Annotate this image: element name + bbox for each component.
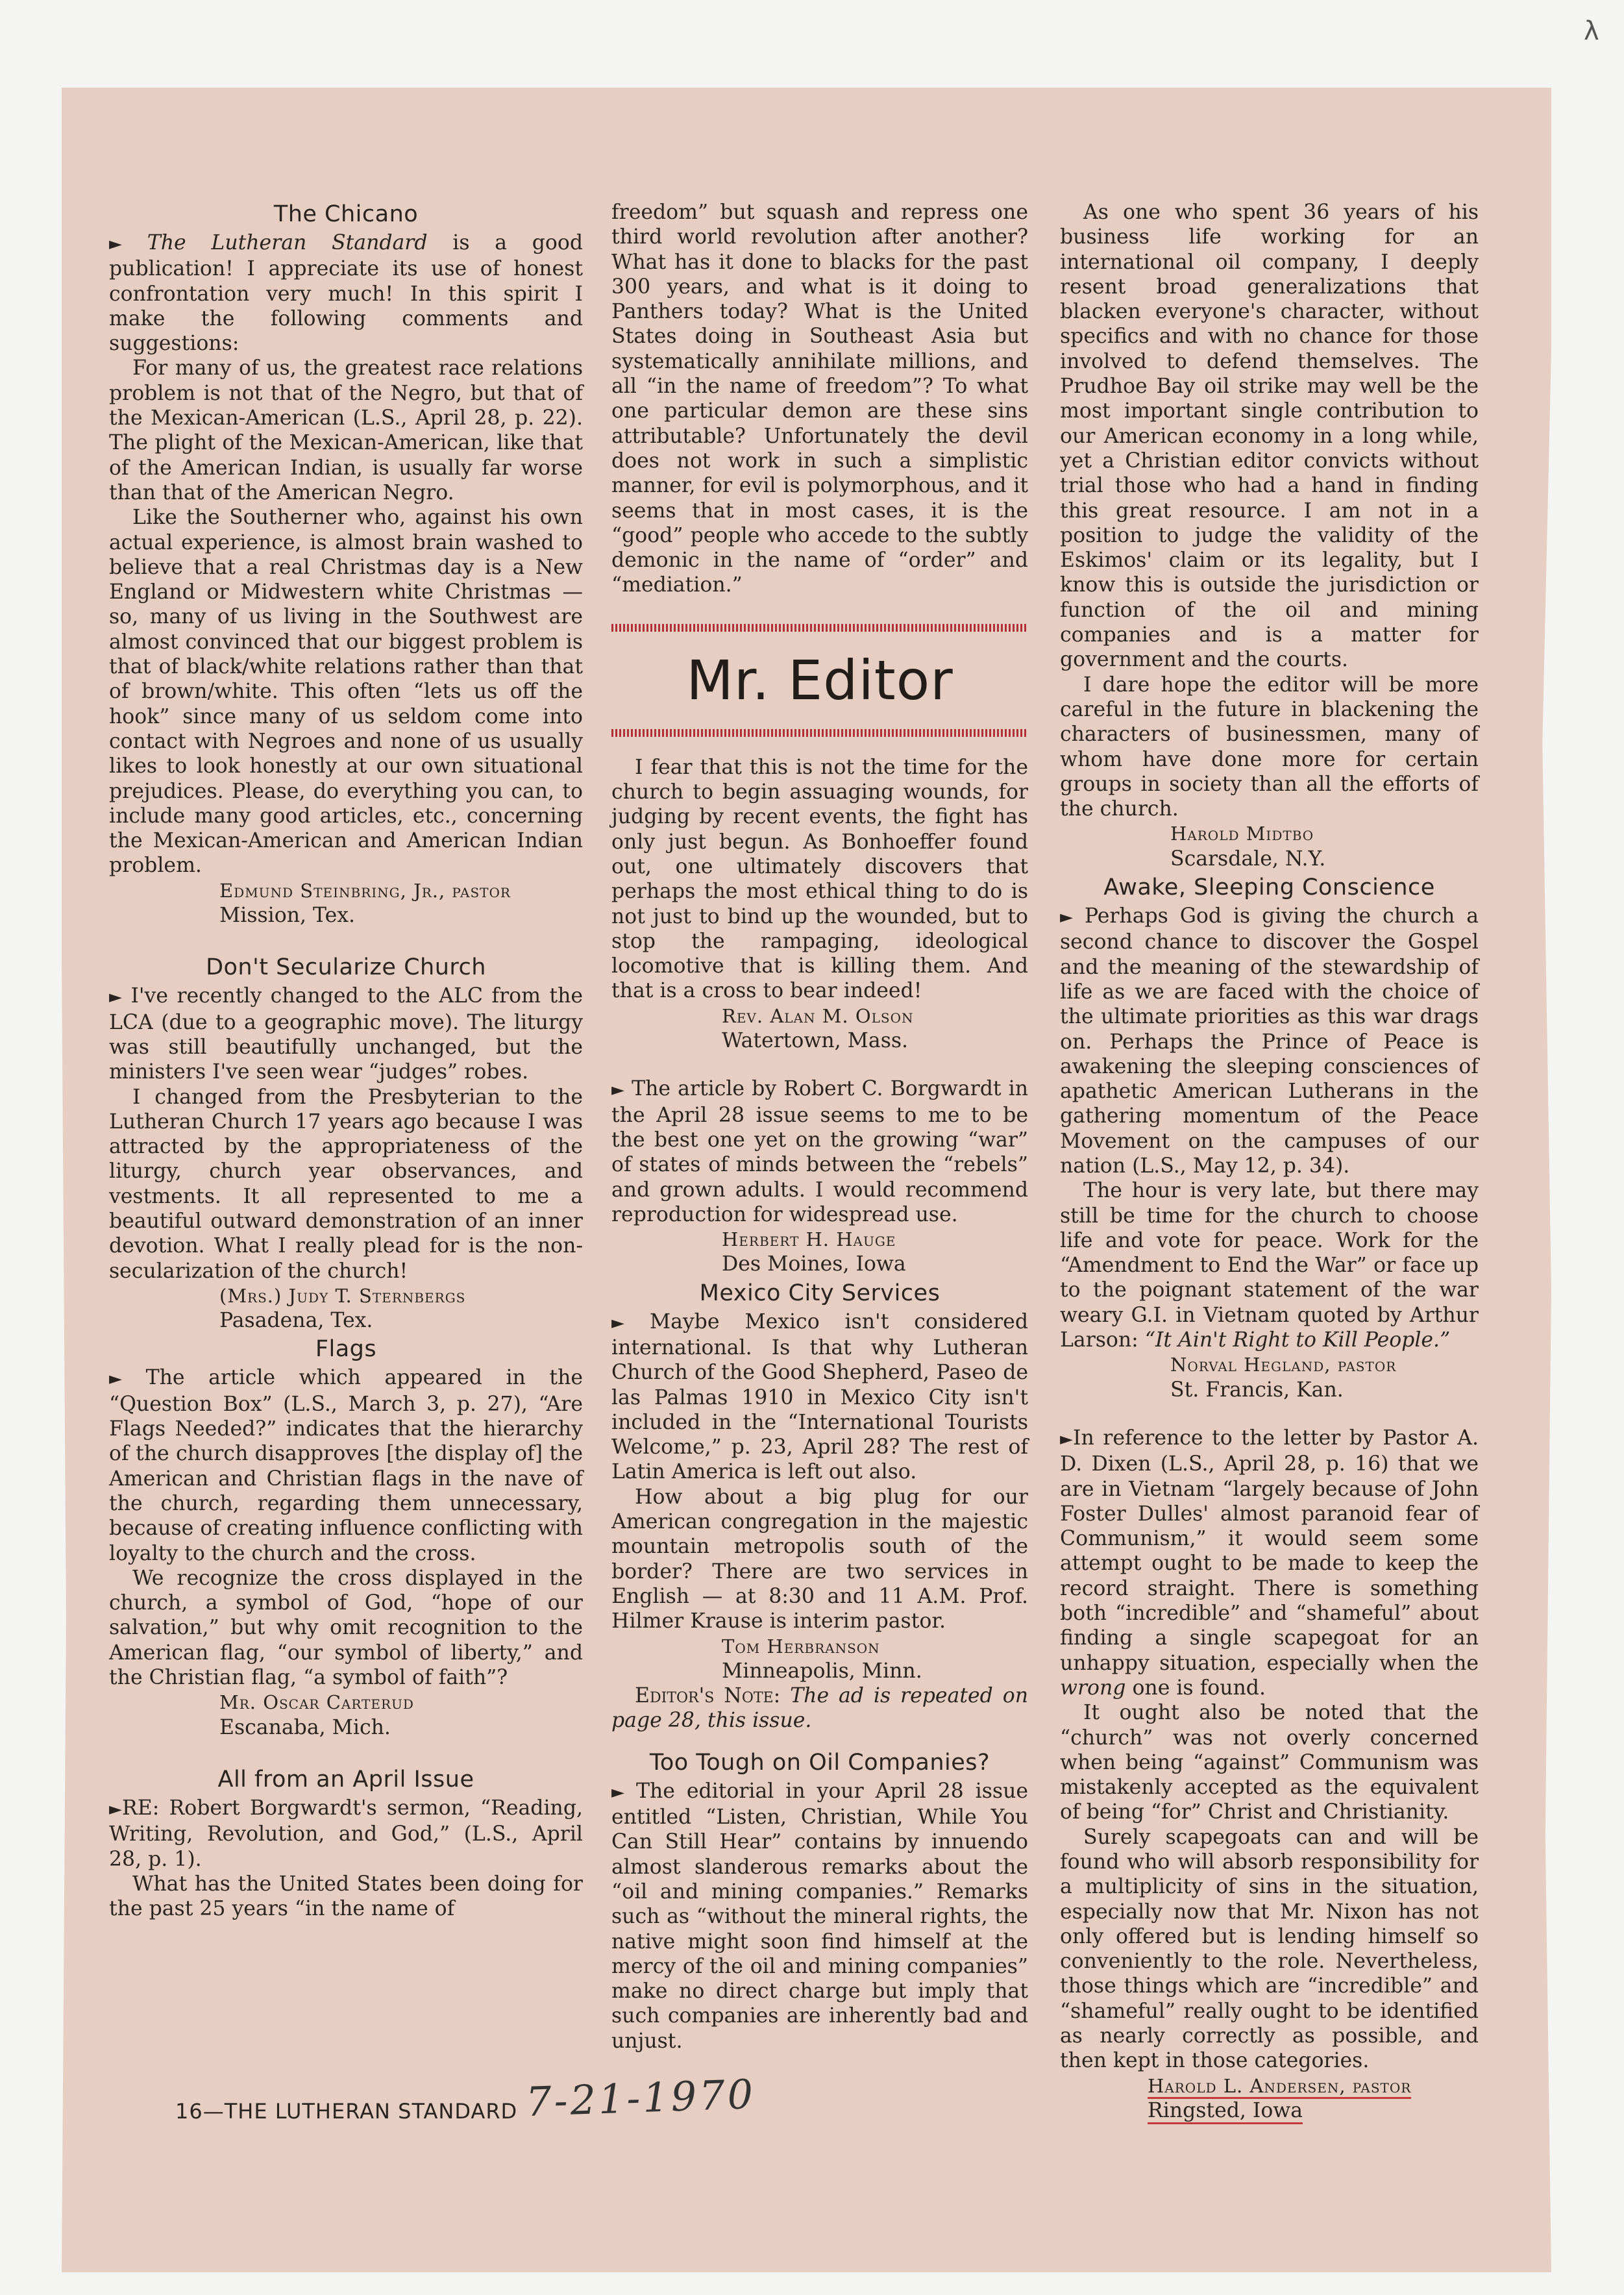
signature-location: Pasadena, Tex. (219, 1309, 373, 1333)
heading-flags: Flags (315, 1336, 377, 1363)
letter-paragraph: ► I've recently changed to the ALC from the LCA (due to a geographic move). The liturgy was still beautifully unchanged, but the ministers I've seen wear “judges” robes. (109, 984, 584, 1084)
letter-paragraph: Like the Southerner who, against his own actual experience, is almost brain washed to believe that a real Christmas day is a New England or Midwestern white Christmas — so, many of us living in the Southwest are almost convinced that our biggest problem is that of black/white relations rather than that of brown/white. This often “lets us off the hook” since many of us seldom come into contact with Negroes and none of us usually likes to look honestly at our own situational prejudices. Please, do everything you can, to include many good articles, etc., concerning the Mexican-American and American Indian problem. (109, 506, 583, 878)
arrow-icon: ► (611, 1782, 624, 1802)
letter-paragraph: It ought also be noted that the “church” was not overly concerned when being “against” Communism was mistakenly accepted as the equivalent of being “for” Christ and Christianity. (1060, 1701, 1479, 1824)
arrow-icon: ► (1060, 1429, 1073, 1449)
signature-name: (Mrs.) Judy T. Sternbergs (219, 1284, 466, 1307)
arrow-icon: ► (109, 1369, 122, 1389)
letter-paragraph: ►RE: Robert Borgwardt's sermon, “Reading, Writing, Revolution, and God,” (L.S., April 28, p. 1). (109, 1796, 583, 1871)
corner-mark: λ (1584, 16, 1599, 46)
red-rule-top (611, 624, 1028, 632)
signature-location: St. Francis, Kan. (1170, 1378, 1344, 1402)
arrow-icon: ► (109, 234, 122, 254)
letter-paragraph: ► Perhaps God is giving the church a second chance to discover the Gospel and the meaning of the stewardship of life as we are faced with the choice of the ultimate priorities as this war drags on. Perhaps the Prince of Peace is awakening the sleeping consciences of apathetic American Lutherans in the gathering momentum of the Peace Movement on the campuses of our nation (L.S., May 12, p. 34). (1060, 904, 1479, 1178)
signature-name: Rev. Alan M. Olson (722, 1004, 914, 1027)
letter-paragraph: We recognize the cross displayed in the church, a symbol of God, “hope of our salvation,” but why omit recognition to the American flag, “our symbol of liberty,” and the Christian flag, “a symbol of faith”? (109, 1566, 583, 1690)
page-footer: 16—THE LUTHERAN STANDARD (175, 2099, 518, 2124)
letter-paragraph: I changed from the Presbyterian to the Lutheran Church 17 years ago because I was attracted by the appropriateness of the liturgy, church year observances, and vestments. It all represented to me a beautiful outward demonstration of an inner devotion. What I really plead for is the non-secularization of the church! (109, 1085, 583, 1283)
signature-location: Ringsted, Iowa (1060, 2098, 1479, 2123)
letter-paragraph: ► The Lutheran Standard is a good publication! I appreciate its use of honest confrontation very much! In this spirit I make the following comments and suggestions: (109, 231, 584, 356)
masthead-title: Mr. Editor (686, 648, 953, 712)
signature-name: Mr. Oscar Carterud (219, 1691, 414, 1714)
signature-location: Scarsdale, N.Y. (1170, 847, 1326, 871)
heading-mexico-city: Mexico City Services (699, 1280, 941, 1306)
signature-name: Edmund Steinbring, Jr., pastor (219, 879, 511, 902)
signature-name: Harold Midtbo (1170, 823, 1314, 845)
arrow-icon: ► (109, 987, 122, 1008)
editors-note: Editor's Note: The ad is repeated on page 28, this issue. (611, 1684, 1028, 1733)
arrow-icon: ► (1060, 908, 1073, 928)
letter-paragraph: ► Maybe Mexico isn't considered international. Is that why Lutheran Church of the Good Shepherd, Paseo de las Palmas 1910 in Mexico City isn't included in the “International Tourists Welcome,” p. 23, April 28? The rest of Latin America is left out also. (611, 1309, 1028, 1484)
signature-name: Harold L. Andersen, pastor (1060, 2074, 1479, 2098)
signature-name: Tom Herbranson (722, 1635, 880, 1657)
signature-location: Des Moines, Iowa (722, 1252, 906, 1276)
red-rule-bottom (611, 729, 1028, 737)
letter-paragraph: Surely scapegoats can and will be found who will absorb responsibility for a multiplicity of sins in the situation, especially now that Mr. Nixon has not only offered but is lending himself so conveniently to the role. Nevertheless, those things which are “incredible” and “shameful” really ought to be identified as nearly correctly as possible, and then kept in those categories. (1060, 1825, 1479, 2073)
signature-location: Mission, Tex. (219, 904, 355, 928)
letter-paragraph: How about a big plug for our American congregation in the majestic mountain metropolis south of the border? There are two services in English — at 8:30 and 11 A.M. Prof. Hilmer Krause is interim pastor. (611, 1485, 1028, 1633)
signature-location: Minneapolis, Minn. (722, 1659, 922, 1683)
arrow-icon: ► (109, 1799, 122, 1819)
letter-paragraph: As one who spent 36 years of his business life working for an international oil company, I deeply resent broad generalizations that blacken everyone's character, without specifics and with no chance for those involved to defend themselves. The Prudhoe Bay oil strike may well be the most important single contribution to our American economy in a long while, yet a Christian editor convicts without trial those who had a hand in finding this great resource. I am not in a position to judge the validity of the Eskimos' claim or its legality, but I know this is outside the jurisdiction or function of the oil and mining companies and is a matter for government and the courts. (1060, 201, 1479, 672)
letter-paragraph: ► The article which appeared in the “Question Box” (L.S., March 3, p. 27), “Are Flags Needed?” indicates that the hierarchy of the church disapproves [the display of] the American and Christian flags in the nave of the church, regarding them unnecessary, because of creating influence conflicting with loyalty to the church and the cross. (109, 1366, 584, 1565)
signature-location: Watertown, Mass. (722, 1029, 909, 1053)
letter-paragraph: I fear that this is not the time for the church to begin assuaging wounds, for judging by recent events, the fight has only just begun. As Bonhoeffer found out, one ultimately discovers that perhaps the most ethical thing to do is not just to bind up the wounded, but to stop the rampaging, ideological locomotive that is killing them. And that is a cross to bear indeed! (611, 755, 1028, 1003)
handwritten-date: 7-21-1970 (524, 2070, 757, 2126)
column-2 (611, 200, 1028, 2053)
letter-paragraph: What has the United States been doing for the past 25 years “in the name of (109, 1872, 583, 1921)
letter-paragraph: The hour is very late, but there may still be time for the church to choose life and vote for peace. Work for the “Amendment to End the War” or face up to the poignant statement of the war weary G.I. in Vietnam quoted by Arthur Larson: “It Ain't Right to Kill People.” (1060, 1179, 1479, 1352)
signature-name: Herbert H. Hauge (722, 1228, 896, 1251)
column-3 (1060, 200, 1479, 2123)
letter-paragraph: ► The editorial in your April 28 issue entitled “Listen, Christian, While You Can Still Hear” contains by innuendo almost slanderous remarks about the “oil and mining companies.” Remarks such as “without the mineral rights, the native might soon find himself at the mercy of the oil and mining companies” make no direct charge but imply that such companies are inherently bad and unjust. (611, 1779, 1028, 2053)
letter-paragraph: ► The article by Robert C. Borgwardt in the April 28 issue seems to me to be the best one yet on the growing “war” of states of minds between the “rebels” and grown adults. I would recommend reproduction for widespread use. (611, 1077, 1028, 1226)
heading-the-chicano: The Chicano (273, 201, 419, 227)
heading-april-issue: All from an April Issue (217, 1766, 474, 1793)
letter-paragraph: I dare hope the editor will be more careful in the future in blackening the characters of businessmen, many of whom have done more for certain groups in society than all the efforts of the church. (1060, 673, 1479, 821)
column-1 (109, 198, 583, 1921)
arrow-icon: ► (611, 1313, 624, 1333)
heading-awake-conscience: Awake, Sleeping Conscience (1103, 875, 1435, 901)
signature-location: Escanaba, Mich. (219, 1715, 391, 1739)
letter-paragraph: ►In reference to the letter by Pastor A. D. Dixen (L.S., April 28, p. 16) that we are in Vietnam “largely because of John Foster Dulles' almost paranoid fear of Communism,” it would seem some attempt ought to be made to keep the record straight. There is something both “incredible” and “shameful” about finding a single scapegoat for an unhappy situation, especially when the wrong one is found. (1060, 1426, 1479, 1700)
heading-oil-companies: Too Tough on Oil Companies? (649, 1749, 990, 1776)
signature-name: Norval Hegland, pastor (1170, 1354, 1397, 1376)
letter-paragraph: freedom” but squash and repress one third world revolution after another? What has it done to blacks for the past 300 years, and what is it doing to Panthers today? What is the United States doing in Southeast Asia but systematically annihilate millions, and all “in the name of freedom”? To what one particular demon are these sins attributable? Unfortunately the devil does not work in such a simplistic manner, for evil is polymorphous, and it seems that in most cases, it is the “good” people who accede to the subtly demonic in the name of “order” and “mediation.” (611, 201, 1028, 597)
arrow-icon: ► (611, 1080, 624, 1100)
heading-dont-secularize: Don't Secularize Church (206, 954, 486, 981)
letter-paragraph: For many of us, the greatest race relations problem is not that of the Negro, but that of the Mexican-American (L.S., April 28, p. 22). The plight of the Mexican-American, like that of the American Indian, is usually far worse than that of the American Negro. (109, 356, 583, 504)
